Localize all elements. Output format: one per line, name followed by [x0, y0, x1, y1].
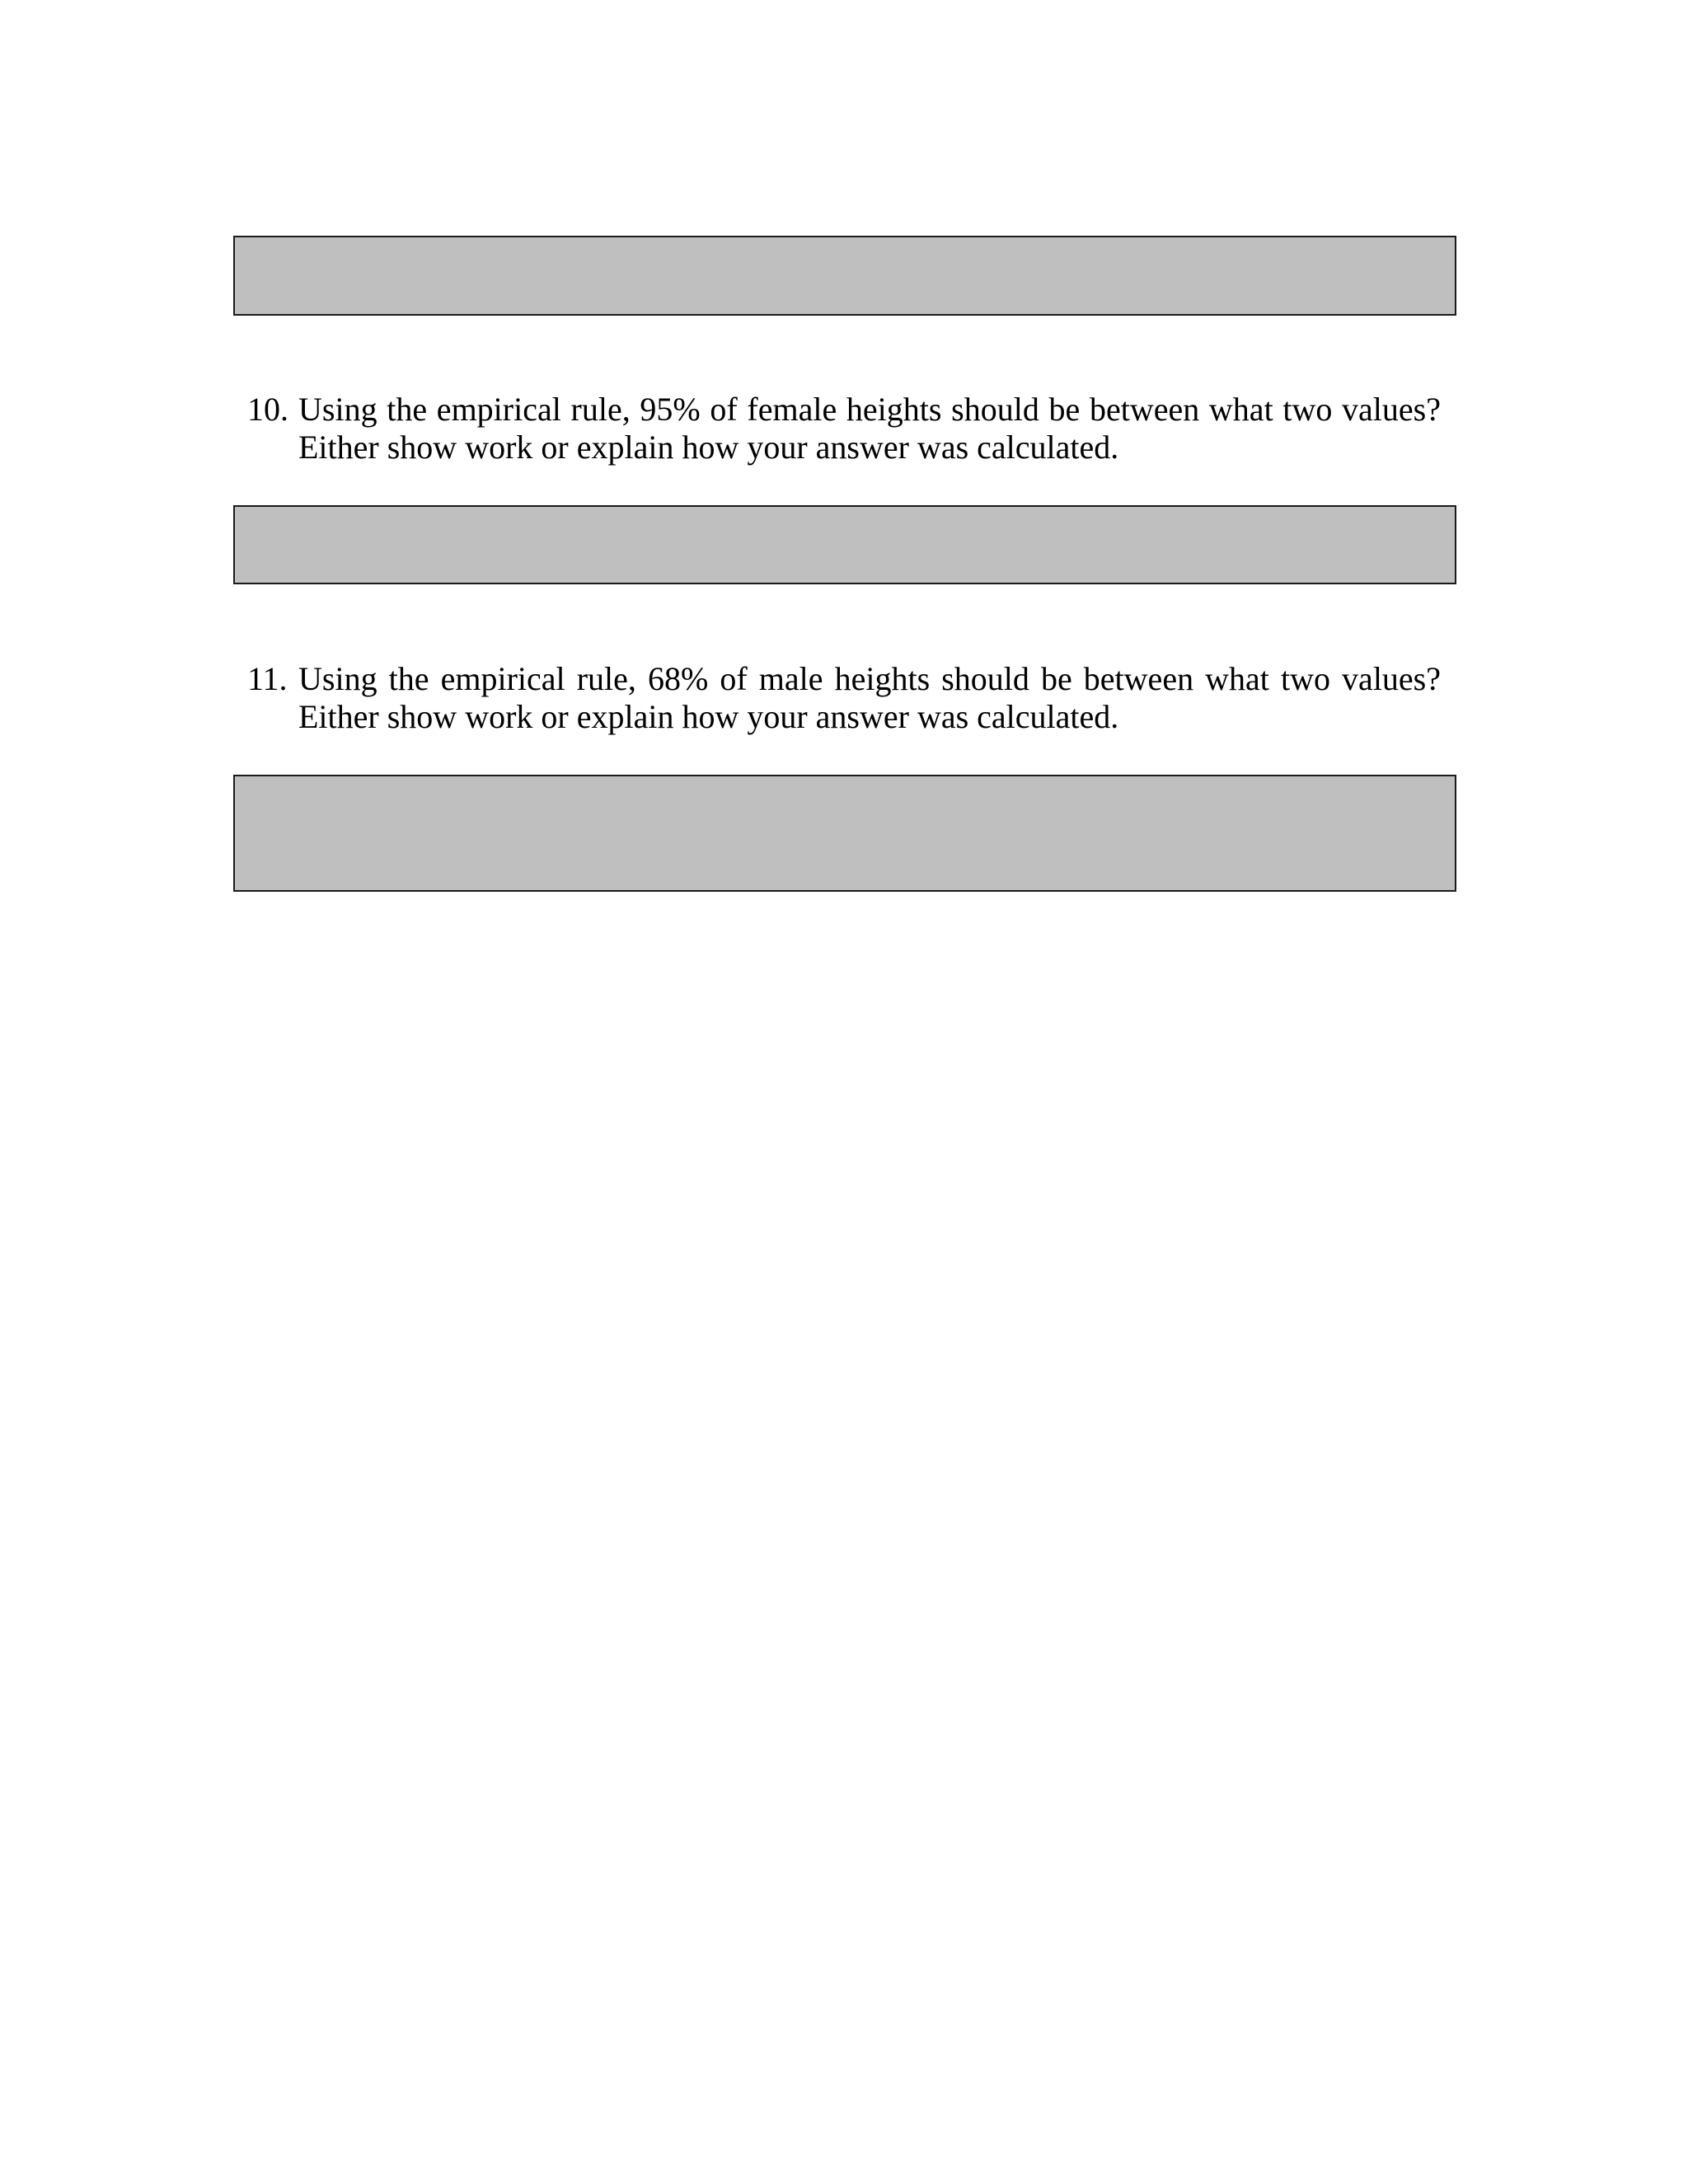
question-number: 11.: [247, 660, 288, 697]
answer-box-10[interactable]: [233, 505, 1456, 584]
question-line: Using the empirical rule, 95% of female heights should be between what two values?: [298, 391, 1441, 428]
question-line: Either show work or explain how your answer was calculated.: [298, 429, 1119, 466]
question-number: 10.: [247, 391, 288, 428]
question-line: Using the empirical rule, 68% of male heights should be between what two values?: [298, 660, 1441, 697]
question-11: [247, 660, 1441, 736]
answer-box-11[interactable]: [233, 775, 1456, 892]
question-text: [298, 391, 1441, 466]
question-text: [298, 660, 1441, 736]
answer-box-9[interactable]: [233, 236, 1456, 316]
question-10: [247, 391, 1441, 466]
question-line: Either show work or explain how your answer was calculated.: [298, 698, 1119, 735]
